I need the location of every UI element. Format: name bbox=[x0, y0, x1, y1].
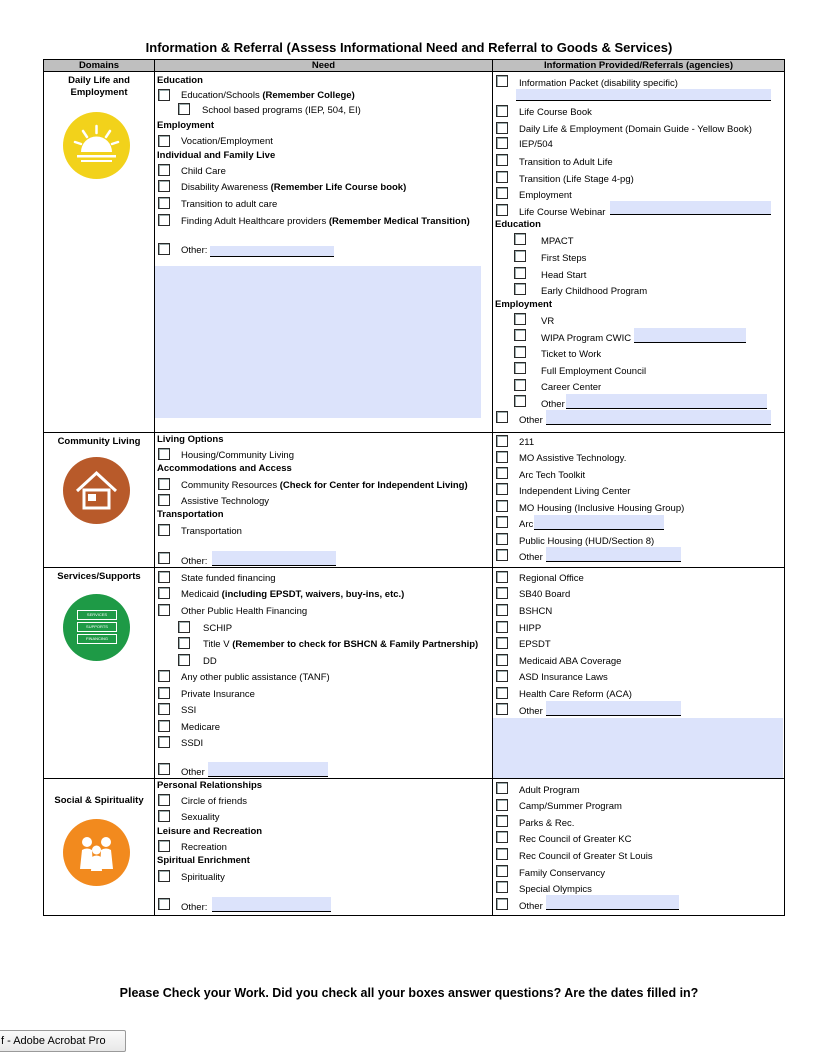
label-iep504: IEP/504 bbox=[519, 139, 553, 150]
domain-cell-community bbox=[44, 433, 155, 568]
header-need: Need bbox=[155, 60, 493, 72]
checkbox-arc-tech[interactable] bbox=[496, 467, 508, 479]
checkbox-epsdt[interactable] bbox=[496, 637, 508, 649]
label-mpact: MPACT bbox=[541, 236, 574, 247]
label-title-v: Title V (Remember to check for BSHCN & Family Partnership) bbox=[203, 639, 479, 650]
checkbox-other-indented[interactable] bbox=[514, 395, 526, 407]
label-other-community-info: Other bbox=[519, 552, 543, 563]
label-full-employment: Full Employment Council bbox=[541, 366, 647, 377]
checkbox-tanf[interactable] bbox=[158, 670, 170, 682]
checkbox-special-olympics[interactable] bbox=[496, 881, 508, 893]
need-cell-community bbox=[155, 433, 493, 568]
daily-need-notes-area[interactable] bbox=[155, 266, 481, 418]
life-course-webinar-field[interactable] bbox=[610, 201, 771, 215]
other-services-info-field[interactable] bbox=[546, 701, 681, 716]
other-community-need-field[interactable] bbox=[212, 551, 336, 566]
checkbox-camp[interactable] bbox=[496, 799, 508, 811]
domain-cell-daily bbox=[44, 72, 155, 433]
label-bshcn: BSHCN bbox=[519, 606, 553, 617]
checkbox-aca[interactable] bbox=[496, 687, 508, 699]
checkbox-ticket-to-work[interactable] bbox=[514, 346, 526, 358]
checkbox-full-employment[interactable] bbox=[514, 362, 526, 374]
checkbox-regional-office[interactable] bbox=[496, 571, 508, 583]
label-vr: VR bbox=[541, 316, 555, 327]
taskbar-acrobat-button[interactable]: f - Adobe Acrobat Pro bbox=[0, 1030, 126, 1052]
form-title: Information & Referral (Assess Informational Need and Referral to Goods & Services) bbox=[145, 40, 673, 55]
heading-living-options: Living Options bbox=[157, 434, 224, 445]
checkbox-vr[interactable] bbox=[514, 313, 526, 325]
heading-info-employment: Employment bbox=[495, 299, 553, 310]
need-cell-social bbox=[155, 779, 493, 916]
checkbox-mo-housing[interactable] bbox=[496, 500, 508, 512]
label-finding-adult-healthcare: Finding Adult Healthcare providers (Remember Medical Transition) bbox=[181, 216, 470, 227]
label-sexuality: Sexuality bbox=[181, 812, 220, 823]
checkbox-ssi[interactable] bbox=[158, 703, 170, 715]
label-info-packet: Information Packet (disability specific) bbox=[519, 78, 678, 89]
label-other-social-need: Other: bbox=[181, 902, 208, 913]
checkbox-parks[interactable] bbox=[496, 815, 508, 827]
checkbox-transition-life-stage[interactable] bbox=[496, 171, 508, 183]
label-regional-office: Regional Office bbox=[519, 573, 584, 584]
label-asd-insurance: ASD Insurance Laws bbox=[519, 672, 608, 683]
label-adult-program: Adult Program bbox=[519, 785, 580, 796]
heading-transportation: Transportation bbox=[157, 509, 224, 520]
label-life-course-book: Life Course Book bbox=[519, 107, 592, 118]
checkbox-public-housing[interactable] bbox=[496, 533, 508, 545]
checkbox-medicare[interactable] bbox=[158, 720, 170, 732]
checkbox-other-community-info[interactable] bbox=[496, 549, 508, 561]
label-other-social-info: Other bbox=[519, 901, 543, 912]
checkbox-adult-program[interactable] bbox=[496, 782, 508, 794]
label-wipa: WIPA Program CWIC bbox=[541, 333, 632, 344]
domain-cell-services bbox=[44, 568, 155, 779]
label-ssdi: SSDI bbox=[181, 738, 204, 749]
label-assistive-technology: Assistive Technology bbox=[181, 496, 270, 507]
checkbox-state-funded[interactable] bbox=[158, 571, 170, 583]
checkbox-early-childhood[interactable] bbox=[514, 283, 526, 295]
label-dd: DD bbox=[203, 656, 217, 667]
heading-education: Education bbox=[157, 75, 203, 86]
other-social-info-field[interactable] bbox=[546, 895, 679, 910]
arc-field[interactable] bbox=[534, 515, 664, 530]
label-other-indented: Other bbox=[541, 399, 565, 410]
other-services-need-field[interactable] bbox=[208, 762, 328, 777]
label-parks: Parks & Rec. bbox=[519, 818, 575, 829]
label-epsdt: EPSDT bbox=[519, 639, 551, 650]
label-vocation: Vocation/Employment bbox=[181, 136, 273, 147]
checkbox-first-steps[interactable] bbox=[514, 250, 526, 262]
checkbox-school-based[interactable] bbox=[178, 103, 190, 115]
checkbox-life-course-webinar[interactable] bbox=[496, 204, 508, 216]
checkbox-child-care[interactable] bbox=[158, 164, 170, 176]
label-transition-adult-care: Transition to adult care bbox=[181, 199, 278, 210]
label-transportation: Transportation bbox=[181, 526, 242, 537]
label-ilc: Independent Living Center bbox=[519, 486, 631, 497]
checkbox-rec-kc[interactable] bbox=[496, 831, 508, 843]
label-sb40: SB40 Board bbox=[519, 589, 571, 600]
checkbox-life-course-book[interactable] bbox=[496, 105, 508, 117]
row-services-supports bbox=[44, 568, 785, 779]
label-child-care: Child Care bbox=[181, 166, 226, 177]
checkbox-schip[interactable] bbox=[178, 621, 190, 633]
label-other-daily-info: Other bbox=[519, 415, 543, 426]
label-rec-stl: Rec Council of Greater St Louis bbox=[519, 851, 653, 862]
label-family-conservancy: Family Conservancy bbox=[519, 868, 606, 879]
checkbox-mo-assistive[interactable] bbox=[496, 451, 508, 463]
signpost-icon bbox=[63, 594, 130, 661]
checkbox-title-v[interactable] bbox=[178, 637, 190, 649]
people-icon bbox=[63, 819, 130, 886]
label-housing: Housing/Community Living bbox=[181, 450, 294, 461]
label-employment-info: Employment bbox=[519, 190, 572, 201]
info-packet-field[interactable] bbox=[516, 89, 771, 101]
checkbox-medicaid[interactable] bbox=[158, 587, 170, 599]
other-community-info-field[interactable] bbox=[546, 547, 681, 562]
domain-label-daily: Daily Life and Employment bbox=[68, 75, 130, 98]
label-first-steps: First Steps bbox=[541, 253, 587, 264]
need-cell-services bbox=[155, 568, 493, 779]
checkbox-sb40[interactable] bbox=[496, 587, 508, 599]
label-aca: Health Care Reform (ACA) bbox=[519, 689, 632, 700]
checkbox-finding-adult-healthcare[interactable] bbox=[158, 214, 170, 226]
wipa-field[interactable] bbox=[634, 328, 746, 343]
label-state-funded: State funded financing bbox=[181, 573, 276, 584]
heading-info-education: Education bbox=[495, 219, 541, 230]
label-public-housing: Public Housing (HUD/Section 8) bbox=[519, 536, 655, 547]
checkbox-disability-awareness[interactable] bbox=[158, 180, 170, 192]
referral-table bbox=[43, 59, 785, 916]
checkbox-family-conservancy[interactable] bbox=[496, 865, 508, 877]
label-circle-of-friends: Circle of friends bbox=[181, 796, 247, 807]
checkbox-other-social-info[interactable] bbox=[496, 898, 508, 910]
services-info-notes-area[interactable] bbox=[493, 718, 783, 778]
label-medicaid: Medicaid (including EPSDT, waivers, buy-ins, etc.) bbox=[181, 589, 405, 600]
checkbox-other-public-health[interactable] bbox=[158, 604, 170, 616]
checkbox-other-daily-need[interactable] bbox=[158, 243, 170, 255]
checkbox-circle-of-friends[interactable] bbox=[158, 794, 170, 806]
domain-label-community: Community Living bbox=[57, 436, 141, 447]
checkbox-asd-insurance[interactable] bbox=[496, 670, 508, 682]
label-schip: SCHIP bbox=[203, 623, 233, 634]
label-mo-housing: MO Housing (Inclusive Housing Group) bbox=[519, 503, 685, 514]
checkbox-medicaid-aba[interactable] bbox=[496, 654, 508, 666]
label-early-childhood: Early Childhood Program bbox=[541, 286, 648, 297]
checkbox-arc[interactable] bbox=[496, 516, 508, 528]
heading-accommodations: Accommodations and Access bbox=[157, 463, 292, 474]
table-header-row bbox=[44, 60, 785, 72]
checkbox-other-community-need[interactable] bbox=[158, 552, 170, 564]
label-medicare: Medicare bbox=[181, 722, 221, 733]
checkbox-211[interactable] bbox=[496, 435, 508, 447]
heading-spiritual: Spiritual Enrichment bbox=[157, 855, 250, 866]
signpost-label-financing: FINANCING bbox=[77, 634, 117, 644]
row-social-spirituality bbox=[44, 779, 785, 916]
label-special-olympics: Special Olympics bbox=[519, 884, 592, 895]
label-transition-adult-life: Transition to Adult Life bbox=[519, 157, 613, 168]
other-social-need-field[interactable] bbox=[212, 897, 331, 912]
label-disability-awareness: Disability Awareness (Remember Life Course book) bbox=[181, 182, 407, 193]
label-private-insurance: Private Insurance bbox=[181, 689, 255, 700]
label-211: 211 bbox=[519, 437, 535, 448]
checkbox-employment-info[interactable] bbox=[496, 187, 508, 199]
checkbox-rec-stl[interactable] bbox=[496, 848, 508, 860]
checkbox-transportation[interactable] bbox=[158, 524, 170, 536]
label-mo-assistive: MO Assistive Technology. bbox=[519, 453, 627, 464]
info-cell-daily bbox=[493, 72, 785, 433]
label-spirituality: Spirituality bbox=[181, 872, 225, 883]
checkbox-ssdi[interactable] bbox=[158, 736, 170, 748]
label-career-center: Career Center bbox=[541, 382, 602, 393]
label-head-start: Head Start bbox=[541, 270, 587, 281]
heading-employment: Employment bbox=[157, 120, 215, 131]
info-cell-community bbox=[493, 433, 785, 568]
checkbox-iep504[interactable] bbox=[496, 137, 508, 149]
checkbox-info-packet[interactable] bbox=[496, 75, 508, 87]
checkbox-career-center[interactable] bbox=[514, 379, 526, 391]
checkbox-daily-life-employment[interactable] bbox=[496, 122, 508, 134]
checkbox-spirituality[interactable] bbox=[158, 870, 170, 882]
checkbox-dd[interactable] bbox=[178, 654, 190, 666]
checkbox-community-resources[interactable] bbox=[158, 478, 170, 490]
sun-icon bbox=[63, 112, 130, 179]
label-rec-kc: Rec Council of Greater KC bbox=[519, 834, 632, 845]
signpost-label-services: SERVICES bbox=[77, 610, 117, 620]
checkbox-other-daily-info[interactable] bbox=[496, 411, 508, 423]
label-medicaid-aba: Medicaid ABA Coverage bbox=[519, 656, 622, 667]
checkbox-bshcn[interactable] bbox=[496, 604, 508, 616]
label-other-community-need: Other: bbox=[181, 556, 208, 567]
info-cell-social bbox=[493, 779, 785, 916]
heading-leisure: Leisure and Recreation bbox=[157, 826, 263, 837]
info-cell-services bbox=[493, 568, 785, 779]
header-domains: Domains bbox=[44, 60, 155, 72]
label-arc: Arc bbox=[519, 519, 534, 530]
check-work-note: Please Check your Work. Did you check all your boxes answer questions? Are the dates filled in? bbox=[119, 986, 699, 1000]
label-transition-life-stage: Transition (Life Stage 4-pg) bbox=[519, 174, 634, 185]
checkbox-other-social-need[interactable] bbox=[158, 898, 170, 910]
checkbox-vocation[interactable] bbox=[158, 135, 170, 147]
checkbox-hipp[interactable] bbox=[496, 621, 508, 633]
checkbox-transition-adult-life[interactable] bbox=[496, 154, 508, 166]
checkbox-wipa[interactable] bbox=[514, 329, 526, 341]
label-school-based: School based programs (IEP, 504, EI) bbox=[202, 105, 361, 116]
checkbox-other-services-info[interactable] bbox=[496, 703, 508, 715]
need-cell-daily bbox=[155, 72, 493, 433]
label-tanf: Any other public assistance (TANF) bbox=[181, 672, 330, 683]
house-icon bbox=[63, 457, 130, 524]
row-community-living bbox=[44, 433, 785, 568]
domain-label-services: Services/Supports bbox=[57, 571, 141, 582]
checkbox-recreation[interactable] bbox=[158, 840, 170, 852]
label-other-services-info: Other bbox=[519, 706, 543, 717]
domain-label-social: Social & Spirituality bbox=[54, 795, 144, 806]
label-hipp: HIPP bbox=[519, 623, 542, 634]
checkbox-head-start[interactable] bbox=[514, 267, 526, 279]
checkbox-education-schools[interactable] bbox=[158, 89, 170, 101]
label-community-resources: Community Resources (Check for Center for Independent Living) bbox=[181, 480, 468, 491]
row-daily-life bbox=[44, 72, 785, 433]
checkbox-other-services-need[interactable] bbox=[158, 763, 170, 775]
label-life-course-webinar: Life Course Webinar bbox=[519, 207, 606, 218]
checkbox-private-insurance[interactable] bbox=[158, 687, 170, 699]
label-camp: Camp/Summer Program bbox=[519, 801, 622, 812]
header-info: Information Provided/Referrals (agencies) bbox=[493, 60, 785, 72]
heading-family-live: Individual and Family Live bbox=[157, 150, 276, 161]
checkbox-assistive-technology[interactable] bbox=[158, 494, 170, 506]
label-arc-tech: Arc Tech Toolkit bbox=[519, 470, 586, 481]
checkbox-sexuality[interactable] bbox=[158, 810, 170, 822]
domain-cell-social bbox=[44, 779, 155, 916]
checkbox-ilc[interactable] bbox=[496, 483, 508, 495]
label-recreation: Recreation bbox=[181, 842, 227, 853]
signpost-label-supports: SUPPORTS bbox=[77, 622, 117, 632]
label-other-daily-need: Other: bbox=[181, 245, 334, 257]
checkbox-transition-adult-care[interactable] bbox=[158, 197, 170, 209]
other-daily-need-field[interactable] bbox=[210, 246, 334, 257]
checkbox-mpact[interactable] bbox=[514, 233, 526, 245]
other-indented-field[interactable] bbox=[566, 394, 767, 409]
other-daily-info-field[interactable] bbox=[546, 410, 771, 425]
heading-personal-relationships: Personal Relationships bbox=[157, 780, 263, 791]
label-ticket-to-work: Ticket to Work bbox=[541, 349, 602, 360]
label-other-services-need: Other bbox=[181, 767, 205, 778]
label-other-public-health: Other Public Health Financing bbox=[181, 606, 308, 617]
label-education-schools: Education/Schools (Remember College) bbox=[181, 90, 355, 101]
label-daily-life-employment: Daily Life & Employment (Domain Guide - Yellow Book) bbox=[519, 124, 752, 135]
label-ssi: SSI bbox=[181, 705, 197, 716]
checkbox-housing[interactable] bbox=[158, 448, 170, 460]
